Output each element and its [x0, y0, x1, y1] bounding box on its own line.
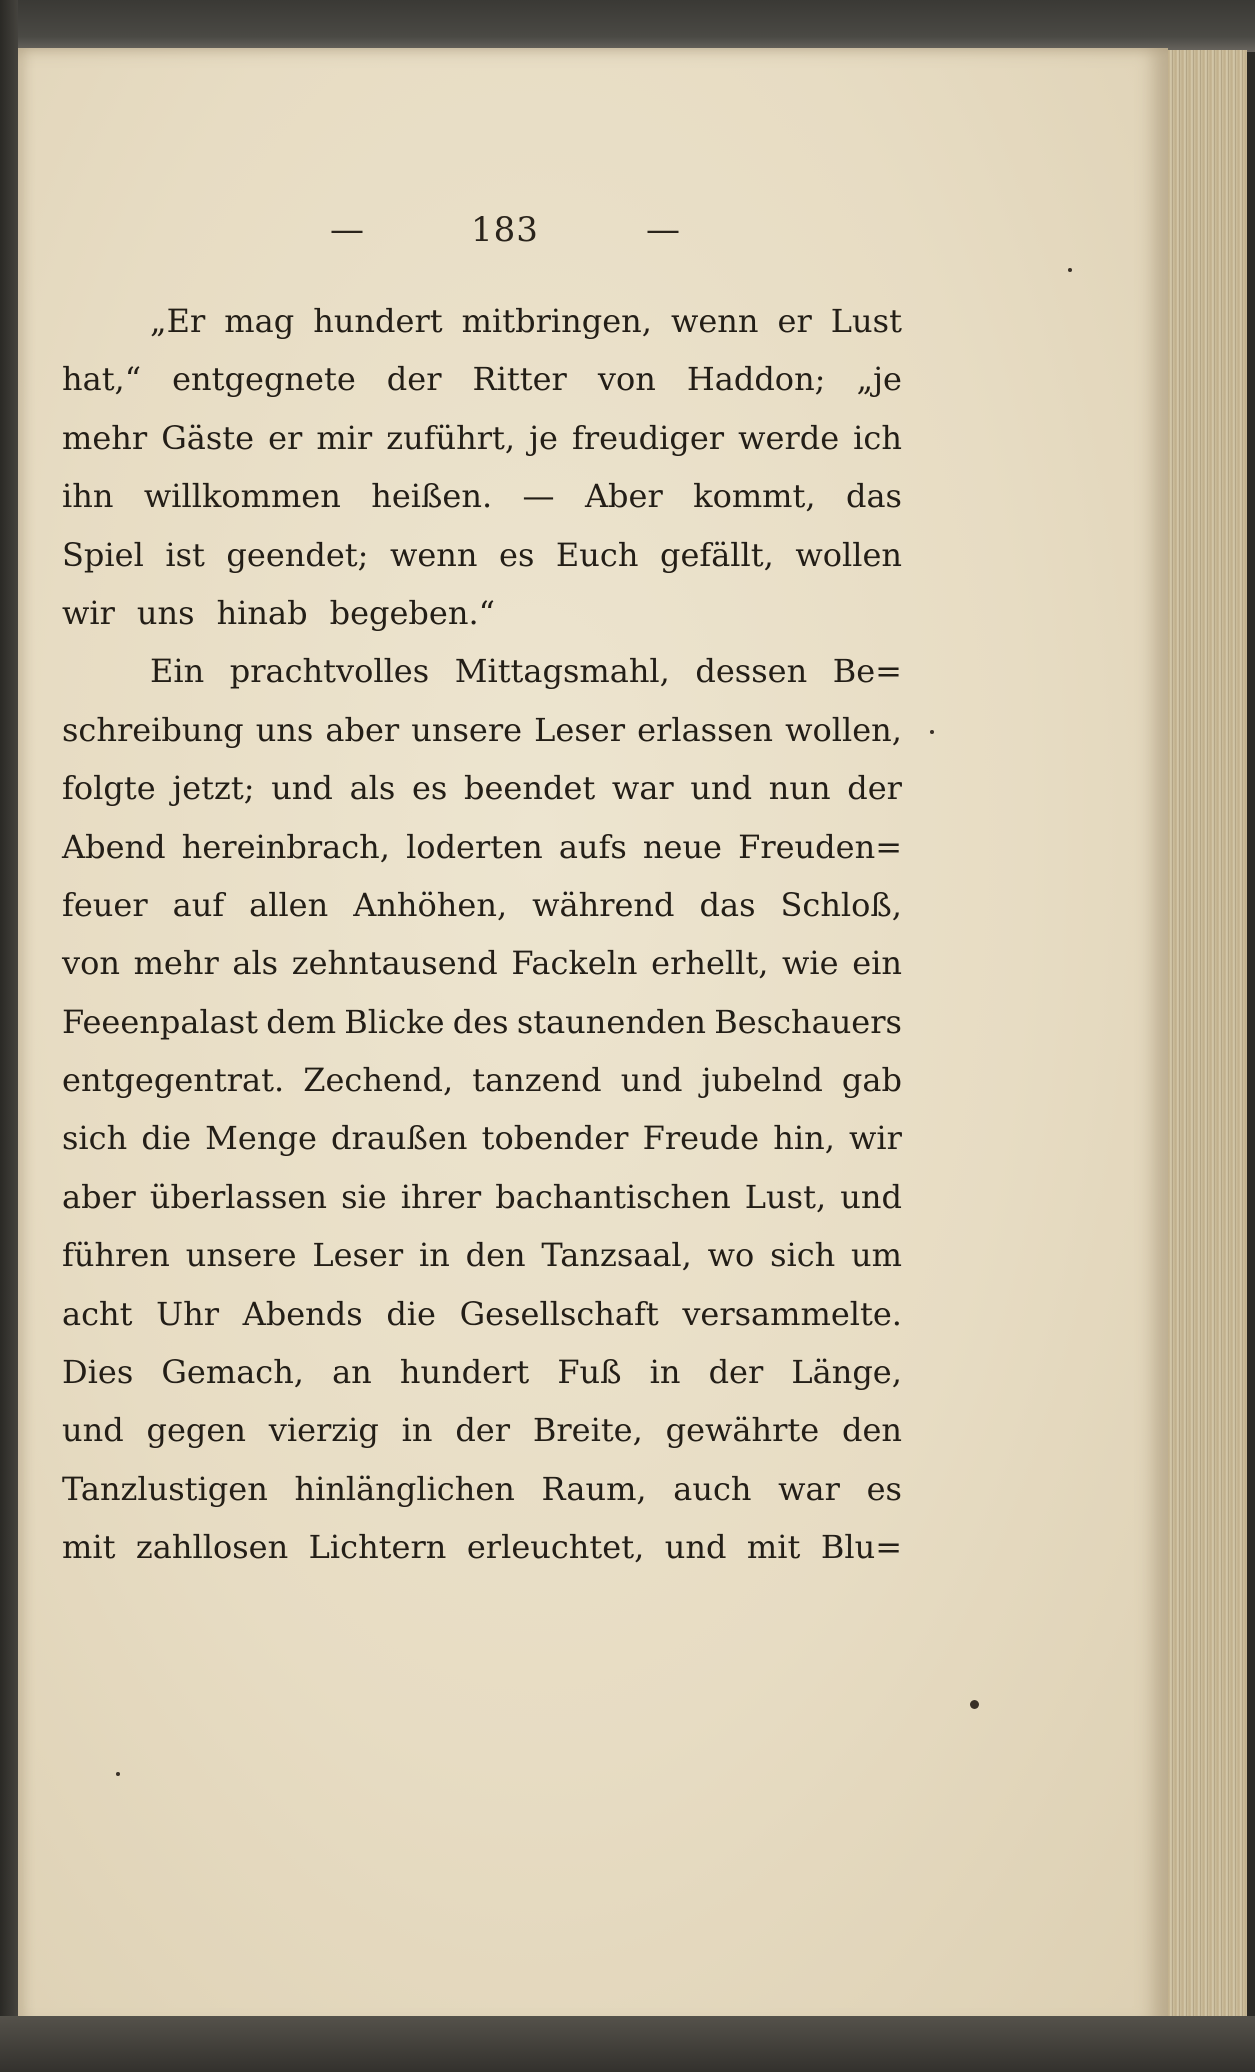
text-line: folgte jetzt; und als es beendet war und nun der	[62, 769, 902, 808]
text-line: Feeenpalast dem Blicke des staunenden Beschauers	[62, 1002, 902, 1041]
text-line: Abend hereinbrach, loderten aufs neue Freuden=	[62, 827, 902, 866]
header-right-dash: —	[646, 210, 680, 250]
text-line: führen unsere Leser in den Tanzsaal, wo sich um	[62, 1236, 902, 1275]
text-line: schreibung uns aber unsere Leser erlassen wollen,	[62, 710, 902, 749]
book-cover-bottom	[0, 2016, 1255, 2072]
text-line: und gegen vierzig in der Breite, gewährte den	[62, 1411, 902, 1450]
paper-speck	[970, 1700, 979, 1709]
text-line: hat,“ entgegnete der Ritter von Haddon; „je	[62, 360, 902, 399]
book-cover-top	[0, 0, 1255, 52]
text-line: aber überlassen sie ihrer bachantischen Lust, und	[62, 1177, 902, 1216]
text-line: Tanzlustigen hinlänglichen Raum, auch war es	[62, 1469, 902, 1508]
text-line: Ein prachtvolles Mittagsmahl, dessen Be=	[150, 652, 902, 691]
text-line: mit zahllosen Lichtern erleuchtet, und mit Blu=	[62, 1528, 902, 1567]
paper-speck	[116, 1772, 120, 1776]
book-cover-left	[0, 0, 18, 2072]
text-line: mehr Gäste er mir zuführt, je freudiger werde ich	[62, 418, 902, 457]
text-line: von mehr als zehntausend Fackeln erhellt, wie ein	[62, 944, 902, 983]
text-line: wir uns hinab begeben.“	[62, 593, 495, 632]
body-text	[62, 292, 902, 1577]
text-line: ihn willkommen heißen. — Aber kommt, das	[62, 477, 902, 516]
text-line: feuer auf allen Anhöhen, während das Schloß,	[62, 885, 902, 924]
header-left-dash: —	[330, 210, 364, 250]
paper-speck	[930, 730, 934, 734]
text-line: Dies Gemach, an hundert Fuß in der Länge,	[62, 1353, 902, 1392]
text-line: acht Uhr Abends die Gesellschaft versammelte.	[62, 1294, 902, 1333]
text-line: sich die Menge draußen tobender Freude hin, wir	[62, 1119, 902, 1158]
text-line: Spiel ist geendet; wenn es Euch gefällt, wollen	[62, 535, 902, 574]
paper-speck	[1068, 268, 1072, 272]
page-number: 183	[471, 210, 539, 250]
text-line: entgegentrat. Zechend, tanzend und jubelnd gab	[62, 1061, 902, 1100]
page-header	[330, 200, 680, 260]
text-line: „Er mag hundert mitbringen, wenn er Lust	[150, 302, 902, 340]
